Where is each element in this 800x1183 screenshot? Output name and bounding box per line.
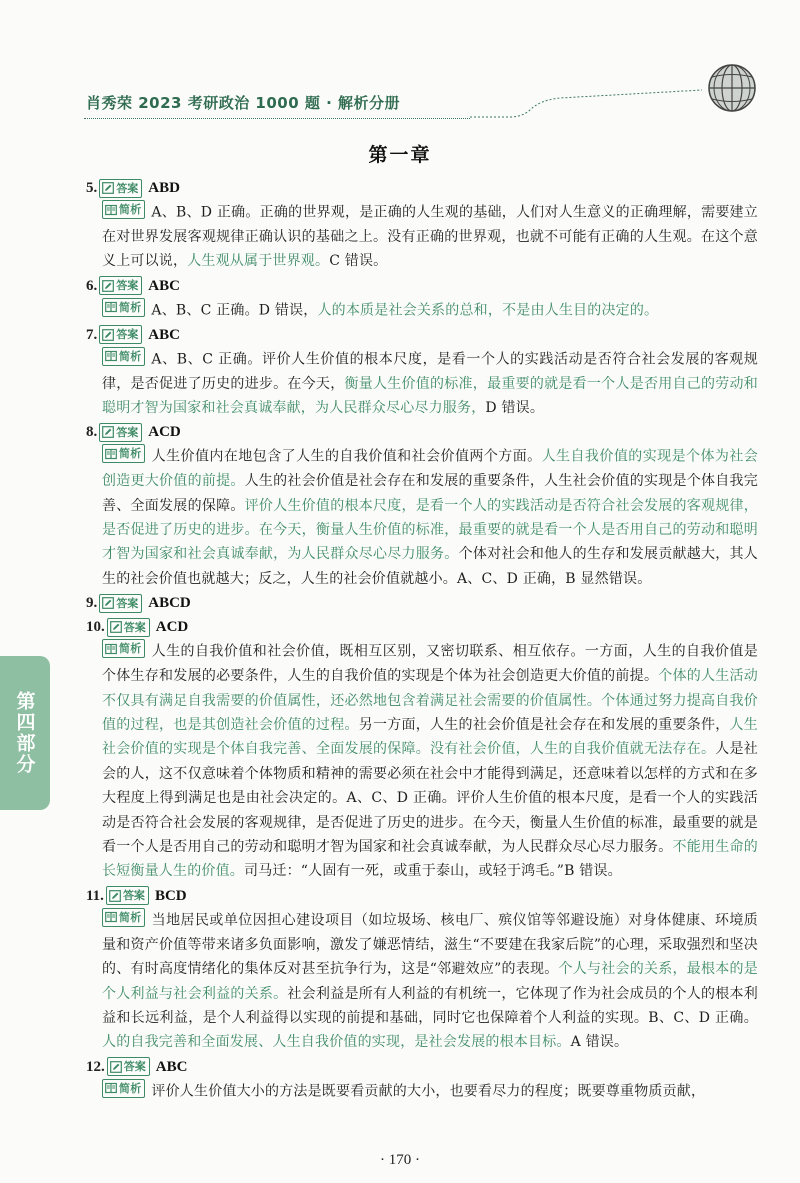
- answer-tag: [106, 886, 149, 905]
- analysis-tag-label: 简析: [119, 642, 142, 656]
- analysis-segment: 社会利益是所有人利益的有机统一，它体现了作为社会成员的个人的根本利益和长远利益，是个人利益得以实现的前提和基础，同时它也保障着个人利益的实现。B、C、D 正确。: [102, 985, 758, 1026]
- answer-tag: [99, 594, 142, 613]
- pencil-icon: [102, 597, 114, 609]
- analysis-tag: [102, 347, 145, 366]
- book-icon: [105, 643, 117, 655]
- pencil-icon: [102, 280, 114, 292]
- highlighted-text: 个体的人生活动不仅具有满足自我需要的价值属性，还必然地包含着满足社会需要的价值属性。个体通过努力提高自我价值的过程，也是其创造社会价值的过程。: [102, 668, 758, 733]
- analysis-segment: 个体对社会和他人的生存和发展贡献越大，其人生的社会价值也就越大；反之，人生的社会价值就越小。A、C、D 正确，B 显然错误。: [102, 546, 759, 587]
- question-number: 8.: [86, 424, 98, 441]
- analysis-segment: A 错误。: [570, 1034, 629, 1051]
- book-icon: [105, 448, 117, 460]
- question-number: 12.: [86, 1058, 105, 1075]
- analysis-text: [102, 444, 758, 591]
- question-number: 7.: [86, 326, 98, 343]
- highlighted-text: 衡量人生价值的标准，最重要的就是看一个人是否用自己的劳动和聪明才智为国家和社会真诚奉献，为人民群众尽心尽力服务，: [102, 375, 758, 416]
- analysis-segment: 人是社会的人，这不仅意味着个体物质和精神的需要必须在社会中才能得到满足，还意味着以怎样的方式和在多大程度上得到满足也是由社会决定的。A、C、D 正确。评价人生价值的根本尺度，是看一个人的实践活动是否符合社会发展的客观规律，是否促进了历史的进步。在今天，衡量人生价值的标准，最重要的就是看一个人是否用自己的劳动和聪明才智为国家和社会真诚奉献，为人民群众尽心尽力服务。: [102, 741, 758, 856]
- analysis-tag: [102, 908, 145, 927]
- answer-tag-label: 答案: [116, 181, 139, 195]
- analysis-segment: 人生价值内在地包含了人生的自我价值和社会价值两个方面。: [151, 448, 542, 465]
- analysis-tag: [102, 298, 145, 317]
- analysis-segment: D 错误。: [485, 399, 545, 416]
- section-side-tab-label: 第四部分: [13, 691, 36, 775]
- answer-value: ABC: [148, 277, 180, 294]
- analysis-tag-label: 简析: [119, 300, 142, 314]
- analysis-segment: C 错误。: [329, 253, 388, 270]
- answer-line: [86, 274, 758, 298]
- analysis-text: [102, 298, 758, 323]
- book-header-title: 肖秀荣 2023 考研政治 1000 题 · 解析分册: [86, 94, 401, 112]
- answer-tag-label: 答案: [123, 1060, 146, 1074]
- highlighted-text: 个人与社会的关系，最根本的是个人利益与社会利益的关系。: [102, 961, 758, 1002]
- answer-value: ABCD: [148, 595, 191, 612]
- analysis-tag: [102, 200, 145, 219]
- pencil-icon: [102, 329, 114, 341]
- question-number: 11.: [86, 887, 104, 904]
- answer-tag-label: 答案: [116, 596, 139, 610]
- question-item: [86, 176, 758, 274]
- answer-tag: [99, 276, 142, 295]
- pencil-icon: [102, 182, 114, 194]
- answer-tag-label: 答案: [123, 620, 146, 634]
- answer-tag-label: 答案: [122, 889, 145, 903]
- pencil-icon: [110, 621, 122, 633]
- analysis-text: [102, 908, 758, 1055]
- answer-line: [86, 615, 758, 639]
- question-item: [86, 274, 758, 323]
- answer-tag: [99, 423, 142, 442]
- analysis-tag: [102, 1079, 145, 1098]
- analysis-text: [102, 639, 758, 884]
- analysis-segment: 人生的社会价值是社会存在和发展的重要条件，人生社会价值的实现是个体自我完善、全面发展的保障。: [102, 473, 758, 514]
- analysis-tag-label: 简析: [119, 1081, 142, 1095]
- globe-icon: [706, 62, 758, 114]
- answer-tag: [99, 179, 142, 198]
- highlighted-text: 人生社会价值的实现是个体自我完善、全面发展的保障。没有社会价值，人生的自我价值就无法存在。: [102, 717, 758, 758]
- page-number: · 170 ·: [380, 1152, 420, 1168]
- question-number: 5.: [86, 180, 98, 196]
- answer-value: ABD: [148, 180, 180, 196]
- analysis-segment: 当地居民或单位因担心建设项目（如垃圾场、核电厂、殡仪馆等邻避设施）对身体健康、环境质量和资产价值等带来诸多负面影响，激发了嫌恶情结，滋生“不要建在我家后院”的心理，采取强烈和坚决的、有时高度情绪化的集体反对甚至抗争行为，这是“邻避效应”的表现。: [102, 912, 758, 978]
- analysis-tag-label: 简析: [119, 447, 142, 461]
- highlighted-text: 评价人生价值的根本尺度，是看一个人的实践活动是否符合社会发展的客观规律，是否促进了历史的进步。在今天，衡量人生价值的标准，最重要的就是看一个人是否用自己的劳动和聪明才智为国家和社会真诚奉献，为人民群众尽心尽力服务。: [102, 497, 758, 563]
- chapter-title: 第一章: [368, 144, 432, 166]
- pencil-icon: [109, 890, 121, 902]
- highlighted-text: 人生观从属于世界观。: [187, 253, 330, 270]
- section-side-tab: [0, 656, 50, 810]
- book-icon: [105, 204, 117, 216]
- answer-tag: [107, 618, 150, 637]
- question-number: 6.: [86, 277, 98, 294]
- question-item: [86, 420, 758, 591]
- answer-value: ACD: [155, 619, 189, 636]
- answer-line: [86, 176, 758, 200]
- analysis-text: [102, 200, 758, 274]
- highlighted-text: 人生自我价值的实现是个体为社会创造更大价值的前提。: [102, 448, 759, 490]
- analysis-segment: 人生的自我价值和社会价值，既相互区别，又密切联系、相互依存。一方面，人生的自我价值是个体生存和发展的必要条件，人生的自我价值的实现是个体为社会创造更大价值的前提。: [102, 643, 758, 685]
- analysis-segment: A、B、C 正确。评价人生价值的根本尺度，是看一个人的实践活动是否符合社会发展的客观规律，是否促进了历史的进步。在今天，: [102, 351, 758, 392]
- analysis-segment: 司马迁：“人固有一死，或重于泰山，或轻于鸿毛。”B 错误。: [244, 863, 622, 880]
- answer-line: [86, 591, 758, 615]
- analysis-tag-label: 简析: [119, 203, 142, 216]
- analysis-text: [102, 1079, 758, 1104]
- answer-value: ACD: [148, 424, 181, 441]
- answer-tag-label: 答案: [116, 279, 139, 293]
- analysis-tag: [102, 639, 145, 658]
- answer-line: [86, 323, 758, 347]
- highlighted-text: 人的自我完善和全面发展、人生自我价值的实现，是社会发展的根本目标。: [102, 1034, 571, 1051]
- book-icon: [105, 1082, 117, 1094]
- question-item: [86, 615, 758, 884]
- analysis-segment: A、B、C 正确。D 错误，: [151, 302, 318, 319]
- answer-line: [86, 884, 758, 908]
- analysis-tag-label: 简析: [119, 910, 142, 924]
- book-icon: [105, 911, 117, 923]
- answer-value: BCD: [154, 887, 187, 904]
- pencil-icon: [110, 1061, 122, 1073]
- answer-line: [86, 420, 758, 444]
- question-number: 10.: [86, 619, 105, 636]
- analysis-segment: 评价人生价值大小的方法是既要看贡献的大小，也要看尽力的程度；既要尊重物质贡献，: [151, 1083, 706, 1100]
- highlighted-text: 人的本质是社会关系的总和，不是由人生目的决定的。: [317, 302, 659, 319]
- header-divider-curve: [470, 86, 718, 118]
- analysis-segment: 另一方面，人生的社会价值是社会存在和发展的重要条件，: [358, 717, 730, 733]
- answer-value: ABC: [155, 1058, 188, 1075]
- answer-tag: [99, 325, 142, 344]
- analysis-segment: A、B、D 正确。正确的世界观，是正确的人生观的基础，人们对人生意义的正确理解，需要建立在对世界发展客观规律正确认识的基础之上。没有正确的世界观，也就不可能有正确的人生观。在这个意义上可以说，: [102, 204, 758, 270]
- answer-list: [86, 176, 758, 1104]
- question-item: [86, 323, 758, 421]
- answer-value: ABC: [148, 326, 180, 343]
- answer-tag-label: 答案: [116, 425, 139, 439]
- analysis-text: [102, 347, 758, 421]
- answer-tag-label: 答案: [116, 328, 139, 342]
- answer-tag: [107, 1057, 150, 1076]
- header-divider: [84, 118, 470, 119]
- highlighted-text: 不能用生命的长短衡量人生的价值。: [102, 839, 758, 880]
- question-item: [86, 591, 758, 615]
- analysis-tag-label: 简析: [119, 349, 142, 363]
- book-icon: [105, 350, 117, 362]
- answer-line: [86, 1055, 758, 1079]
- question-number: 9.: [86, 595, 98, 612]
- question-item: [86, 884, 758, 1055]
- pencil-icon: [102, 426, 114, 438]
- book-icon: [105, 301, 117, 313]
- analysis-tag: [102, 444, 145, 463]
- question-item: [86, 1055, 758, 1104]
